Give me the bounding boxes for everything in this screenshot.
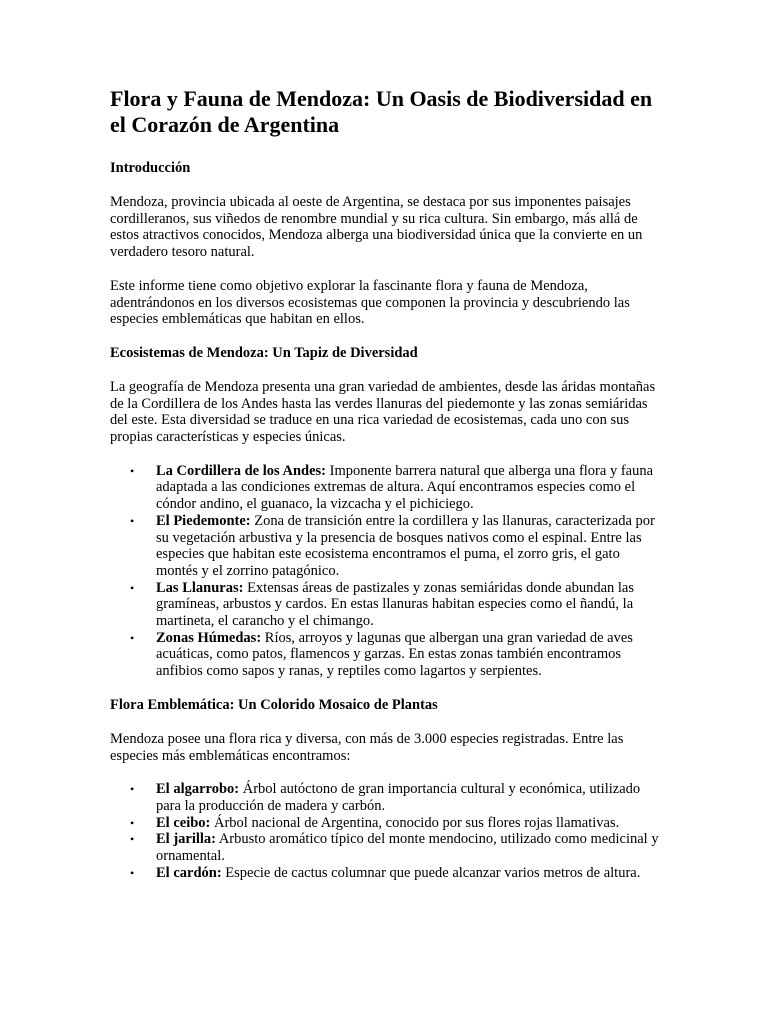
flora-list bbox=[110, 781, 660, 881]
list-item-term: El ceibo: bbox=[156, 814, 211, 831]
list-item-text: Imponente barrera natural que alberga una flora y fauna adaptada a las condiciones extremas de altura. Aquí encontramos especies como el cóndor andino, el guanaco, la vizcacha y el pichiciego. bbox=[156, 462, 654, 513]
list-item bbox=[110, 630, 660, 680]
intro-paragraph-2: Este informe tiene como objetivo explorar la fascinante flora y fauna de Mendoza, adentrándonos en los diversos ecosistemas que componen la provincia y descubriendo las especies emblemáticas que habitan en ellos. bbox=[110, 277, 630, 328]
list-item bbox=[110, 815, 660, 832]
list-item-text: Arbusto aromático típico del monte mendocino, utilizado como medicinal y ornamental. bbox=[156, 831, 659, 865]
flora-paragraph: Mendoza posee una flora rica y diversa, con más de 3.000 especies registradas. Entre las especies más emblemáticas encontramos: bbox=[110, 730, 624, 764]
list-item-text: Zona de transición entre la cordillera y las llanuras, caracterizada por su vegetación arbustiva y la presencia de bosques nativos como el espinal. Entre las especies que habitan este ecosistema encontramos el puma, el zorro gris, el gato montés y el zorrino patagónico. bbox=[156, 512, 655, 579]
list-item bbox=[110, 463, 660, 513]
list-item bbox=[110, 865, 660, 882]
list-item-term: El Piedemonte: bbox=[156, 512, 251, 529]
list-item-text: Ríos, arroyos y lagunas que albergan una gran variedad de aves acuáticas, como patos, flamencos y garzas. En estas zonas también encontramos anfibios como sapos y ranas, y reptiles como lagartos y serpientes. bbox=[156, 629, 633, 680]
bullet-icon: • bbox=[130, 580, 135, 595]
section-heading-intro: Introducción bbox=[110, 160, 191, 176]
list-item bbox=[110, 580, 660, 630]
bullet-icon: • bbox=[130, 463, 135, 478]
list-item-text: Especie de cactus columnar que puede alcanzar varios metros de altura. bbox=[221, 864, 641, 881]
intro-paragraph-1: Mendoza, provincia ubicada al oeste de Argentina, se destaca por sus imponentes paisajes cordilleranos, sus viñedos de renombre mundial y su rica cultura. Sin embargo, más allá de estos atractivos conocidos, Mendoza alberga una biodiversidad única que la convierte en un verdadero tesoro natural. bbox=[110, 194, 643, 261]
bullet-icon: • bbox=[130, 865, 135, 880]
list-item bbox=[110, 781, 660, 814]
ecosystems-paragraph: La geografía de Mendoza presenta una gran variedad de ambientes, desde las áridas montañas de la Cordillera de los Andes hasta las verdes llanuras del piedemonte y las zonas semiáridas del este. Esta diversidad se traduce en una rica variedad de ecosistemas, cada uno con sus propias características y especies únicas. bbox=[110, 378, 656, 446]
list-item-term: El jarilla: bbox=[156, 831, 217, 848]
list-item bbox=[110, 831, 660, 864]
list-item-term: La Cordillera de los Andes: bbox=[156, 462, 326, 479]
section-heading-flora: Flora Emblemática: Un Colorido Mosaico de Plantas bbox=[110, 696, 438, 713]
bullet-icon: • bbox=[130, 815, 135, 830]
bullet-icon: • bbox=[130, 513, 135, 528]
document-title: Flora y Fauna de Mendoza: Un Oasis de Biodiversidad en el Corazón de Argentina bbox=[110, 86, 653, 137]
document-content bbox=[110, 86, 660, 882]
list-item-term: El algarrobo: bbox=[156, 781, 240, 798]
section-heading-ecosystems: Ecosistemas de Mendoza: Un Tapiz de Diversidad bbox=[110, 344, 418, 361]
list-item-term: Las Llanuras: bbox=[156, 579, 244, 596]
list-item-term: El cardón: bbox=[156, 864, 222, 881]
bullet-icon: • bbox=[130, 630, 135, 645]
list-item bbox=[110, 513, 660, 580]
bullet-icon: • bbox=[130, 832, 135, 847]
list-item-text: Árbol nacional de Argentina, conocido por sus flores rojas llamativas. bbox=[210, 814, 620, 831]
bullet-icon: • bbox=[130, 782, 135, 797]
ecosystems-list bbox=[110, 463, 660, 680]
list-item-text: Árbol autóctono de gran importancia cultural y económica, utilizado para la producción de madera y carbón. bbox=[156, 781, 641, 814]
list-item-text: Extensas áreas de pastizales y zonas semiáridas donde abundan las gramíneas, arbustos y cardos. En estas llanuras habitan especies como el ñandú, la martineta, el carancho y el chimango. bbox=[156, 579, 634, 630]
list-item-term: Zonas Húmedas: bbox=[156, 629, 262, 646]
